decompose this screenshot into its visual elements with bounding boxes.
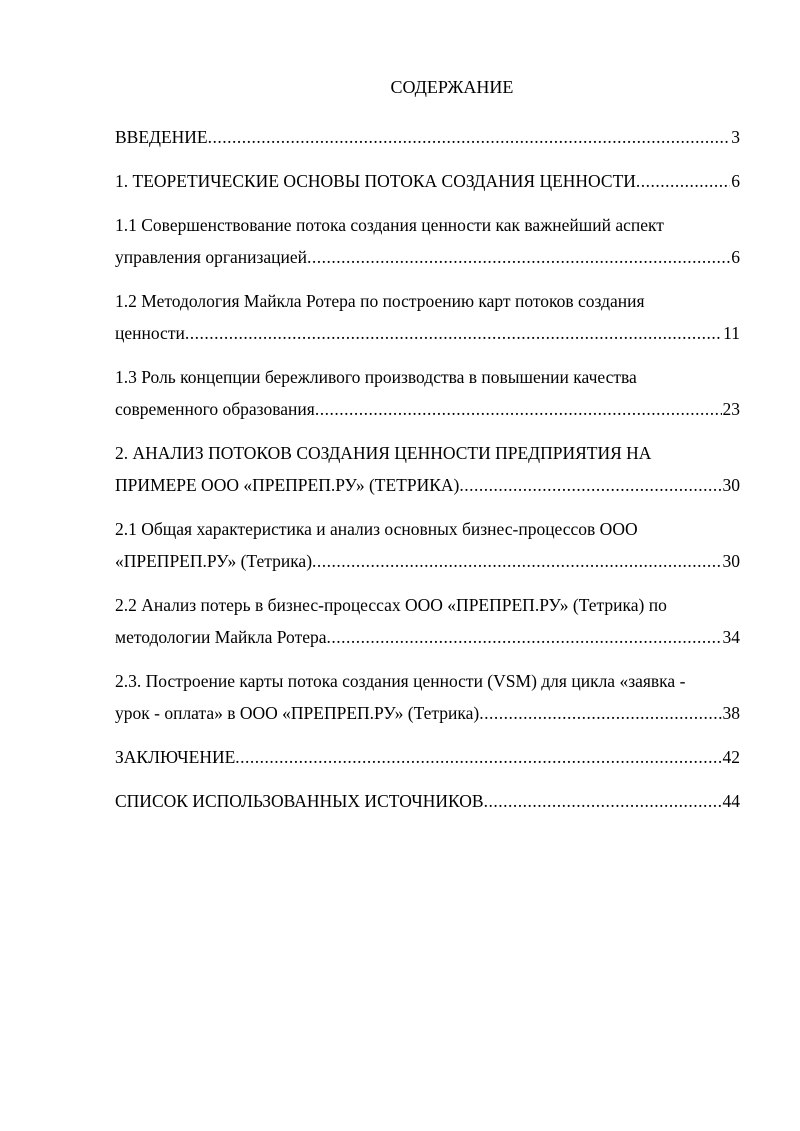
page-title: СОДЕРЖАНИЕ bbox=[390, 77, 514, 97]
toc-line bbox=[115, 741, 740, 773]
toc-entry[interactable] bbox=[115, 589, 740, 653]
toc-entry-text: 1.3 Роль концепции бережливого производства в повышении качества bbox=[115, 367, 637, 387]
toc-entry[interactable] bbox=[115, 361, 740, 425]
toc-page-number: 44 bbox=[722, 791, 740, 811]
dot-leader bbox=[484, 785, 722, 817]
toc-page-number: 38 bbox=[722, 703, 740, 723]
toc-entry-text-cont: ПРИМЕРЕ ООО «ПРЕПРЕП.РУ» (ТЕТРИКА) bbox=[115, 475, 460, 495]
toc-line bbox=[115, 393, 740, 425]
toc-page-number: 3 bbox=[731, 127, 740, 147]
toc-entry[interactable] bbox=[115, 437, 740, 501]
toc-page-number: 34 bbox=[722, 627, 740, 647]
toc-entry-text: 2.2 Анализ потерь в бизнес-процессах ООО «ПРЕПРЕП.РУ» (Тетрика) по bbox=[115, 595, 667, 615]
toc-entry-text: 1. ТЕОРЕТИЧЕСКИЕ ОСНОВЫ ПОТОКА СОЗДАНИЯ ЦЕННОСТИ bbox=[115, 171, 636, 191]
toc-entry[interactable] bbox=[115, 513, 740, 577]
toc-line bbox=[115, 469, 740, 501]
toc-line bbox=[115, 241, 740, 273]
toc-line bbox=[115, 545, 740, 577]
toc-entry[interactable] bbox=[115, 785, 740, 817]
toc-entry-text-cont: современного образования bbox=[115, 399, 315, 419]
toc-entry-text: 1.2 Методология Майкла Ротера по построению карт потоков создания bbox=[115, 291, 645, 311]
toc-page-number: 11 bbox=[723, 323, 740, 343]
toc-entry-text-cont: ценности bbox=[115, 323, 185, 343]
toc-entry-text: 2. АНАЛИЗ ПОТОКОВ СОЗДАНИЯ ЦЕННОСТИ ПРЕДПРИЯТИЯ НА bbox=[115, 443, 652, 463]
toc-line bbox=[115, 121, 740, 153]
dot-leader bbox=[235, 741, 721, 773]
toc-entry[interactable] bbox=[115, 665, 740, 729]
dot-leader bbox=[312, 545, 721, 577]
dot-leader bbox=[479, 697, 721, 729]
toc-entry[interactable] bbox=[115, 121, 740, 153]
dot-leader bbox=[459, 469, 721, 501]
toc-page-number: 30 bbox=[722, 551, 740, 571]
dot-leader bbox=[327, 621, 722, 653]
toc-entry-text: 1.1 Совершенствование потока создания ценности как важнейший аспект bbox=[115, 215, 664, 235]
toc-line bbox=[115, 317, 740, 349]
toc-entry-text-cont: управления организацией bbox=[115, 247, 308, 267]
dot-leader bbox=[315, 393, 722, 425]
toc-entry[interactable] bbox=[115, 165, 740, 197]
toc-entry-text-cont: урок - оплата» в ООО «ПРЕПРЕП.РУ» (Тетрика) bbox=[115, 703, 480, 723]
table-of-contents bbox=[115, 121, 740, 829]
toc-page-number: 6 bbox=[731, 247, 740, 267]
dot-leader bbox=[636, 165, 730, 197]
toc-line bbox=[115, 165, 740, 197]
toc-entry-text-cont: методологии Майкла Ротера bbox=[115, 627, 327, 647]
toc-line bbox=[115, 697, 740, 729]
toc-entry[interactable] bbox=[115, 741, 740, 773]
toc-entry[interactable] bbox=[115, 209, 740, 273]
toc-page-number: 23 bbox=[722, 399, 740, 419]
toc-line bbox=[115, 785, 740, 817]
toc-page-number: 6 bbox=[731, 171, 740, 191]
toc-page-number: 42 bbox=[722, 747, 740, 767]
toc-entry-text: 2.3. Построение карты потока создания ценности (VSM) для цикла «заявка - bbox=[115, 671, 686, 691]
toc-entry-text: 2.1 Общая характеристика и анализ основных бизнес-процессов ООО bbox=[115, 519, 638, 539]
toc-page-number: 30 bbox=[722, 475, 740, 495]
toc-entry[interactable] bbox=[115, 285, 740, 349]
toc-entry-text: ВВЕДЕНИЕ bbox=[115, 127, 208, 147]
toc-entry-text: ЗАКЛЮЧЕНИЕ bbox=[115, 747, 236, 767]
dot-leader bbox=[208, 121, 731, 153]
toc-entry-text-cont: «ПРЕПРЕП.РУ» (Тетрика) bbox=[115, 551, 313, 571]
dot-leader bbox=[185, 317, 722, 349]
toc-entry-text: СПИСОК ИСПОЛЬЗОВАННЫХ ИСТОЧНИКОВ bbox=[115, 791, 484, 811]
toc-line bbox=[115, 621, 740, 653]
dot-leader bbox=[307, 241, 730, 273]
